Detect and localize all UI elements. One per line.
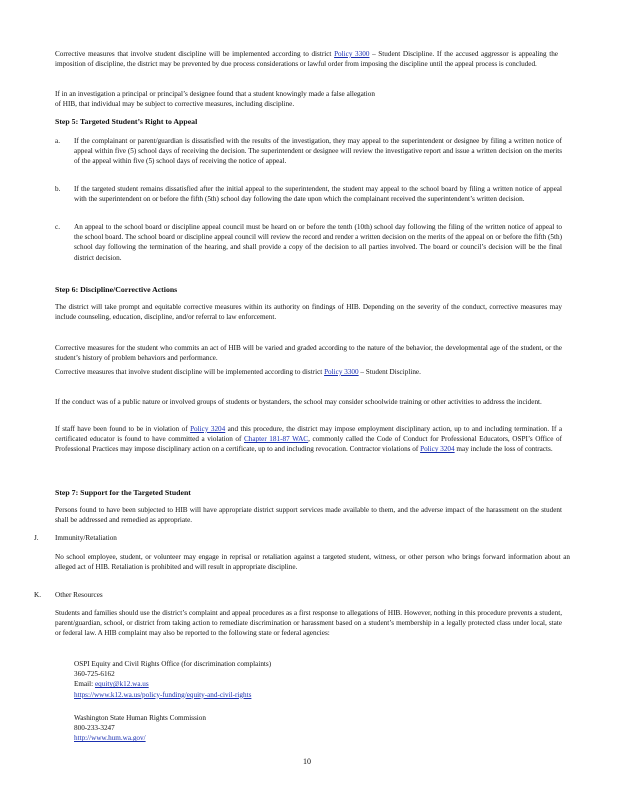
policy-3300-link-2[interactable]: Policy 3300 — [324, 368, 359, 376]
policy-3204-link[interactable]: Policy 3204 — [190, 425, 226, 433]
resource-2-url-link[interactable]: http://www.hum.wa.gov/ — [74, 734, 146, 743]
step5-item-b: If the targeted student remains dissatisfied after the initial appeal to the superintendent, the student may appeal to the school board by filing a written notice of appeal with the superintendent on or before the fifth (5th) school day following the date upon which the complainant received the superintendent’s written decision. — [74, 185, 562, 204]
step6-paragraph-1: The district will take prompt and equitable corrective measures within its authority on findings of HIB. Depending on the severity of the conduct, corrective measures may include counseling, education, discipline, and/or referral to law enforcement. — [55, 303, 562, 322]
resource-1-phone: 360-725-6162 — [74, 670, 115, 679]
step6-heading: Step 6: Discipline/Corrective Actions — [55, 285, 178, 294]
resource-2-name: Washington State Human Rights Commission — [74, 714, 206, 722]
policy-3204-link-2[interactable]: Policy 3204 — [420, 445, 455, 454]
policy-3300-link[interactable]: Policy 3300 — [334, 50, 370, 58]
step5-heading: Step 5: Targeted Student’s Right to Appeal — [55, 117, 198, 126]
resource-1-url-link[interactable]: https://www.k12.wa.us/policy-funding/equity-and-civil-rights — [74, 690, 252, 699]
step6-paragraph-2: Corrective measures for the student who commits an act of HIB will be varied and graded according to the nature of the behavior, the developmental age of the student, or the student’s history of problem behaviors and performance. — [55, 344, 562, 363]
false-allegation-paragraph: If in an investigation a principal or principal’s designee found that a student knowingly made a false allegation of HIB, that individual may be subject to corrective measures, including discipline. — [55, 90, 375, 109]
step5-item-a-marker: a. — [55, 137, 60, 145]
step7-paragraph: Persons found to have been subjected to HIB will have appropriate district support services made available to them, and the adverse impact of the harassment on the student shall be addressed and remedied as appropriate. — [55, 506, 562, 525]
step7-heading: Step 7: Support for the Targeted Student — [55, 488, 191, 497]
corrective-measures-paragraph: Corrective measures that involve student discipline will be implemented according to district Policy 3300 – Student Discipline. If the accused aggressor is appealing the imposition of discipline, the district may be prevented by due process considerations or lawful order from imposing the discipline until the appeal process is concluded. — [55, 50, 558, 69]
step5-item-a: If the complainant or parent/guardian is dissatisfied with the results of the investigation, they may appeal to the superintendent or designee by filing a written notice of appeal within five (5) school days of receiving the decision. The superintendent or designee will review the investigative report and issue a written decision on the merits of the appeal within five (5) school days of receiving the notice of appeal. — [74, 137, 562, 166]
resource-2 — [74, 713, 374, 744]
page-number: 10 — [303, 757, 311, 766]
step5-item-b-marker: b. — [55, 185, 61, 193]
step5-item-c: An appeal to the school board or discipline appeal council must be heard on or before the tenth (10th) school day following the filing of the written notice of appeal to the school board. The school board or discipline appeal council will review the record and render a written decision on the merits of the appeal on or before the fifth (5th) school day following the termination of the hearing, and shall provide a copy of the decision to all parties involved. The board or council’s decision will be the final district decision. — [74, 223, 562, 262]
section-j-title: Immunity/Retaliation — [55, 534, 117, 542]
step6-paragraph-5: If staff have been found to be in violation of Policy 3204 and this procedure, the district may impose employment disciplinary action, up to and including termination. If a certificated educator is found to have committed a violation of Chapter 181-87 WAC, commonly called the Code of Conduct for Professional Educators, OSPI’s Office of Professional Practices may impose disciplinary action on a certificate, up to and including revocation. Contractor violations of Policy 3204 may include the loss of contracts. — [55, 425, 563, 454]
section-j-text: No school employee, student, or volunteer may engage in reprisal or retaliation against a targeted student, witness, or other person who brings forward information about an alleged act of HIB. Retaliation is prohibited and will result in appropriate discipline. — [55, 553, 570, 572]
section-k-label: K. — [34, 591, 41, 599]
resource-1: OSPI Equity and Civil Rights Office (for discrimination complaints) 360-725-6162 Email: equity@k12.wa.us https://www.k12.wa.us/policy-funding/equity-and-civil-rights — [74, 659, 374, 700]
chapter-181-87-wac-link[interactable]: Chapter 181-87 WAC — [243, 435, 309, 444]
resource-1-name: OSPI Equity and Civil Rights Office (for discrimination complaints) — [74, 660, 272, 668]
section-k-text: Students and families should use the district’s complaint and appeal procedures as a first response to allegations of HIB. However, nothing in this procedure prevents a student, parent/guardian, school, or district from taking action to remediate discrimination or harassment based on a student’s membership in a legally protected class under local, state or federal law. A HIB complaint may also be reported to the following state or federal agencies: — [55, 609, 562, 638]
section-k-title: Other Resources — [55, 591, 103, 599]
step5-item-c-marker: c. — [55, 223, 60, 231]
section-j-label: J. — [34, 534, 39, 542]
resource-2-phone: 800-233-3247 — [74, 724, 115, 733]
resource-1-email-link[interactable]: equity@k12.wa.us — [94, 680, 149, 689]
step6-paragraph-4: If the conduct was of a public nature or involved groups of students or bystanders, the school may consider schoolwide training or other activities to address the incident. — [55, 398, 542, 406]
step6-paragraph-3: Corrective measures that involve student discipline will be implemented according to district Policy 3300 – Student Discipline. — [55, 368, 421, 376]
